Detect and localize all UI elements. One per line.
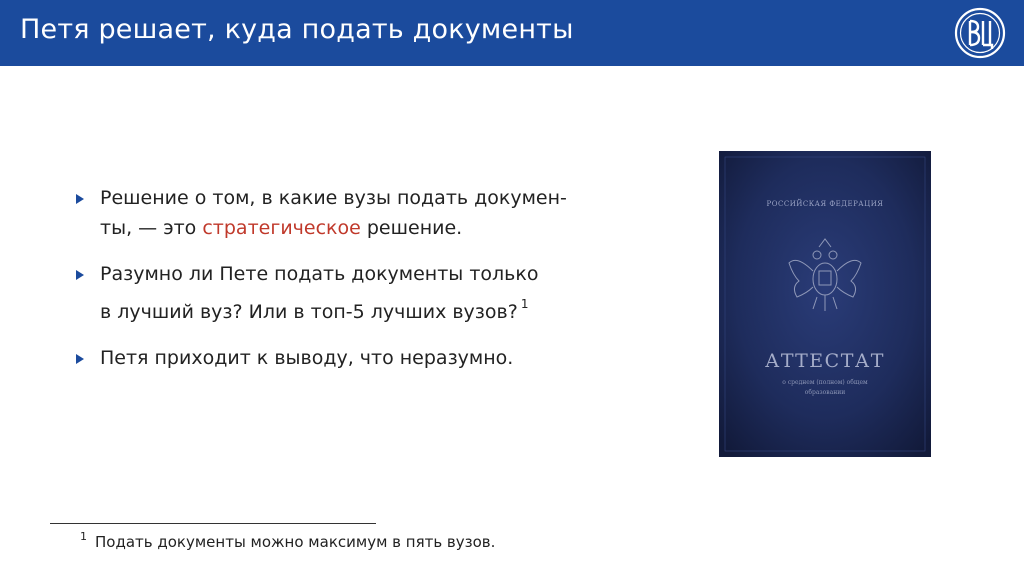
certificate-sub-text: о среднем (полном) общем — [782, 379, 868, 386]
slide-title: Петя решает, куда подать документы — [20, 14, 574, 45]
footnote — [80, 530, 495, 551]
bullet-text: в лучший вуз? Или в топ-5 лучших вузов? — [100, 301, 518, 323]
bullet-text: ты, — это — [100, 217, 203, 239]
triangle-bullet-icon — [76, 194, 84, 204]
certificate-cover-image — [719, 151, 931, 457]
footnote-text: Подать документы можно максимум в пять вузов. — [95, 533, 496, 551]
bullet-text: Разумно ли Пете подать документы только — [100, 263, 539, 285]
bullet-item — [74, 259, 634, 327]
certificate-main-text: АТТЕСТАТ — [765, 350, 885, 372]
bullet-item — [74, 183, 634, 243]
footnote-number: 1 — [80, 530, 87, 543]
triangle-bullet-icon — [76, 354, 84, 364]
bullet-text: Петя приходит к выводу, что неразумно. — [100, 347, 514, 369]
accent-text: стратегическое — [202, 217, 361, 239]
triangle-bullet-icon — [76, 270, 84, 280]
university-logo-icon — [954, 7, 1006, 59]
certificate-top-text: РОССИЙСКАЯ ФЕДЕРАЦИЯ — [766, 200, 884, 208]
bullet-text: Решение о том, в какие вузы подать докумен- — [100, 187, 567, 209]
certificate-sub-text: образовании — [804, 389, 846, 396]
bullet-list — [74, 183, 634, 389]
header-bar — [0, 0, 1024, 66]
footnote-divider — [50, 523, 376, 524]
bullet-text: решение. — [360, 217, 463, 239]
footnote-reference: 1 — [520, 297, 529, 311]
bullet-item — [74, 343, 634, 373]
